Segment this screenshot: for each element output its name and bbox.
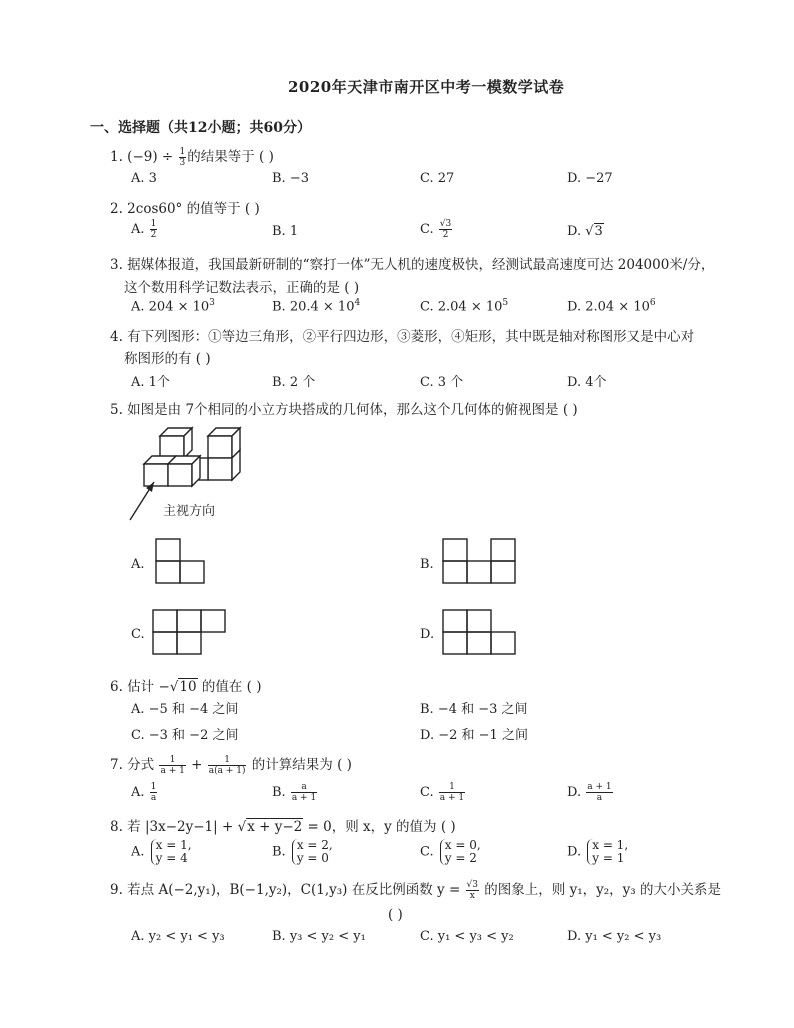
q5-option-a-label[interactable]: A. [131,557,145,572]
question-4-line-2: 称图形的有 ( ) [124,351,211,367]
question-5: 5. 如图是由 7个相同的小立方块搭成的几何体，那么这个几何体的俯视图是 ( ) [110,402,578,418]
q3-option-d[interactable]: D. $2.04 \times 10^6$ [567,298,656,315]
q8-option-d[interactable]: D. x = 1, y = 1 [567,838,629,865]
q1-option-b[interactable]: B. −3 [272,171,309,186]
q9-option-b[interactable]: B. y₃ < y₂ < y₁ [272,929,366,944]
q7-option-d[interactable]: D. $\frac{a + 1}{a}$ [567,782,612,803]
q6-option-d[interactable]: D. −2 和 −1 之间 [420,728,528,743]
q6-option-c[interactable]: C. −3 和 −2 之间 [131,728,239,743]
q2-option-a[interactable]: A. $\frac{1}{2}$ [131,219,157,240]
q8-option-a[interactable]: A. x = 1, y = 4 [131,838,192,865]
q9-answer-paren: ( ) [388,907,403,923]
q5-option-d-label[interactable]: D. [420,627,435,642]
q5-option-a-figure[interactable] [155,538,205,584]
q5-option-b-label[interactable]: B. [420,557,434,572]
q1-stem: 1. (−9) ÷ [110,149,178,165]
q1-stem-end: 的结果等于 ( ) [187,149,274,165]
q1-option-c[interactable]: C. 27 [420,171,455,186]
q3-option-a[interactable]: A. $204 \times 10^3$ [131,298,215,315]
view-direction-caption: 主视方向 [163,504,216,519]
question-3-line-2: 这个数用科学记数法表示，正确的是 ( ) [124,280,360,296]
question-8: 8. 若 |3x−2y−1| + √x + y−2 = 0，则 x，y 的值为 ( ) [110,819,456,835]
q1-option-a[interactable]: A. 3 [131,171,157,186]
q5-option-c-figure[interactable] [152,609,226,655]
q4-option-c[interactable]: C. 3 个 [420,375,464,390]
question-4-line-1: 4. 有下列图形：①等边三角形，②平行四边形，③菱形，④矩形，其中既是轴对称图形又是中心对 [110,329,695,345]
q5-option-b-figure[interactable] [442,538,516,584]
q4-option-a[interactable]: A. 1个 [131,375,170,390]
q4-option-d[interactable]: D. 4个 [567,375,607,390]
q2-option-b[interactable]: B. 1 [272,224,299,239]
q2-option-d[interactable]: D. √3 [567,224,603,239]
q9-option-a[interactable]: A. y₂ < y₁ < y₃ [131,929,225,944]
question-6: 6. 估计 −√10 的值在 ( ) [110,679,262,695]
q4-option-b[interactable]: B. 2 个 [272,375,316,390]
q9-option-d[interactable]: D. y₁ < y₂ < y₃ [567,929,662,944]
question-7: 7. 分式 $\frac{1}{a + 1}$ + $\frac{1}{a(a + 1)}$ 的计算结果为 ( ) [110,755,352,776]
q8-option-c[interactable]: C. x = 0, y = 2 [420,838,481,865]
q5-option-d-figure[interactable] [442,609,516,655]
q6-option-a[interactable]: A. −5 和 −4 之间 [131,702,239,717]
page-title: 2020年天津市南开区中考一模数学试卷 [288,78,565,96]
q5-option-c-label[interactable]: C. [131,627,145,642]
q8-option-b[interactable]: B. x = 2, y = 0 [272,838,333,865]
question-1 [110,145,274,168]
q1-fraction: $\frac{1}{3}$ [179,147,186,168]
q3-option-b[interactable]: B. $20.4 \times 10^4$ [272,298,361,315]
q7-option-a[interactable]: A. $\frac{1}{a}$ [131,782,157,803]
q9-option-c[interactable]: C. y₁ < y₃ < y₂ [420,929,514,944]
section-heading: 一、选择题（共12小题；共60分） [90,120,311,136]
q7-option-b[interactable]: B. $\frac{a}{a + 1}$ [272,782,317,803]
question-3-line-1: 3. 据媒体报道，我国最新研制的“察打一体”无人机的速度极快，经测试最高速度可达 204000米/分， [110,257,715,273]
q2-option-c[interactable]: C. $\frac{√3}{2}$ [420,219,452,240]
q7-option-c[interactable]: C. $\frac{1}{a + 1}$ [420,782,465,803]
question-9: 9. 若点 A(−2,y₁)，B(−1,y₂)，C(1,y₃) 在反比例函数 y = $\frac{√3}{x}$ 的图象上，则 y₁，y₂，y₃ 的大小关系是 [110,880,722,901]
q6-option-b[interactable]: B. −4 和 −3 之间 [420,702,528,717]
q3-option-c[interactable]: C. $2.04 \times 10^5$ [420,298,509,315]
q1-option-d[interactable]: D. −27 [567,171,613,186]
question-2: 2. 2cos60° 的值等于 ( ) [110,201,260,217]
